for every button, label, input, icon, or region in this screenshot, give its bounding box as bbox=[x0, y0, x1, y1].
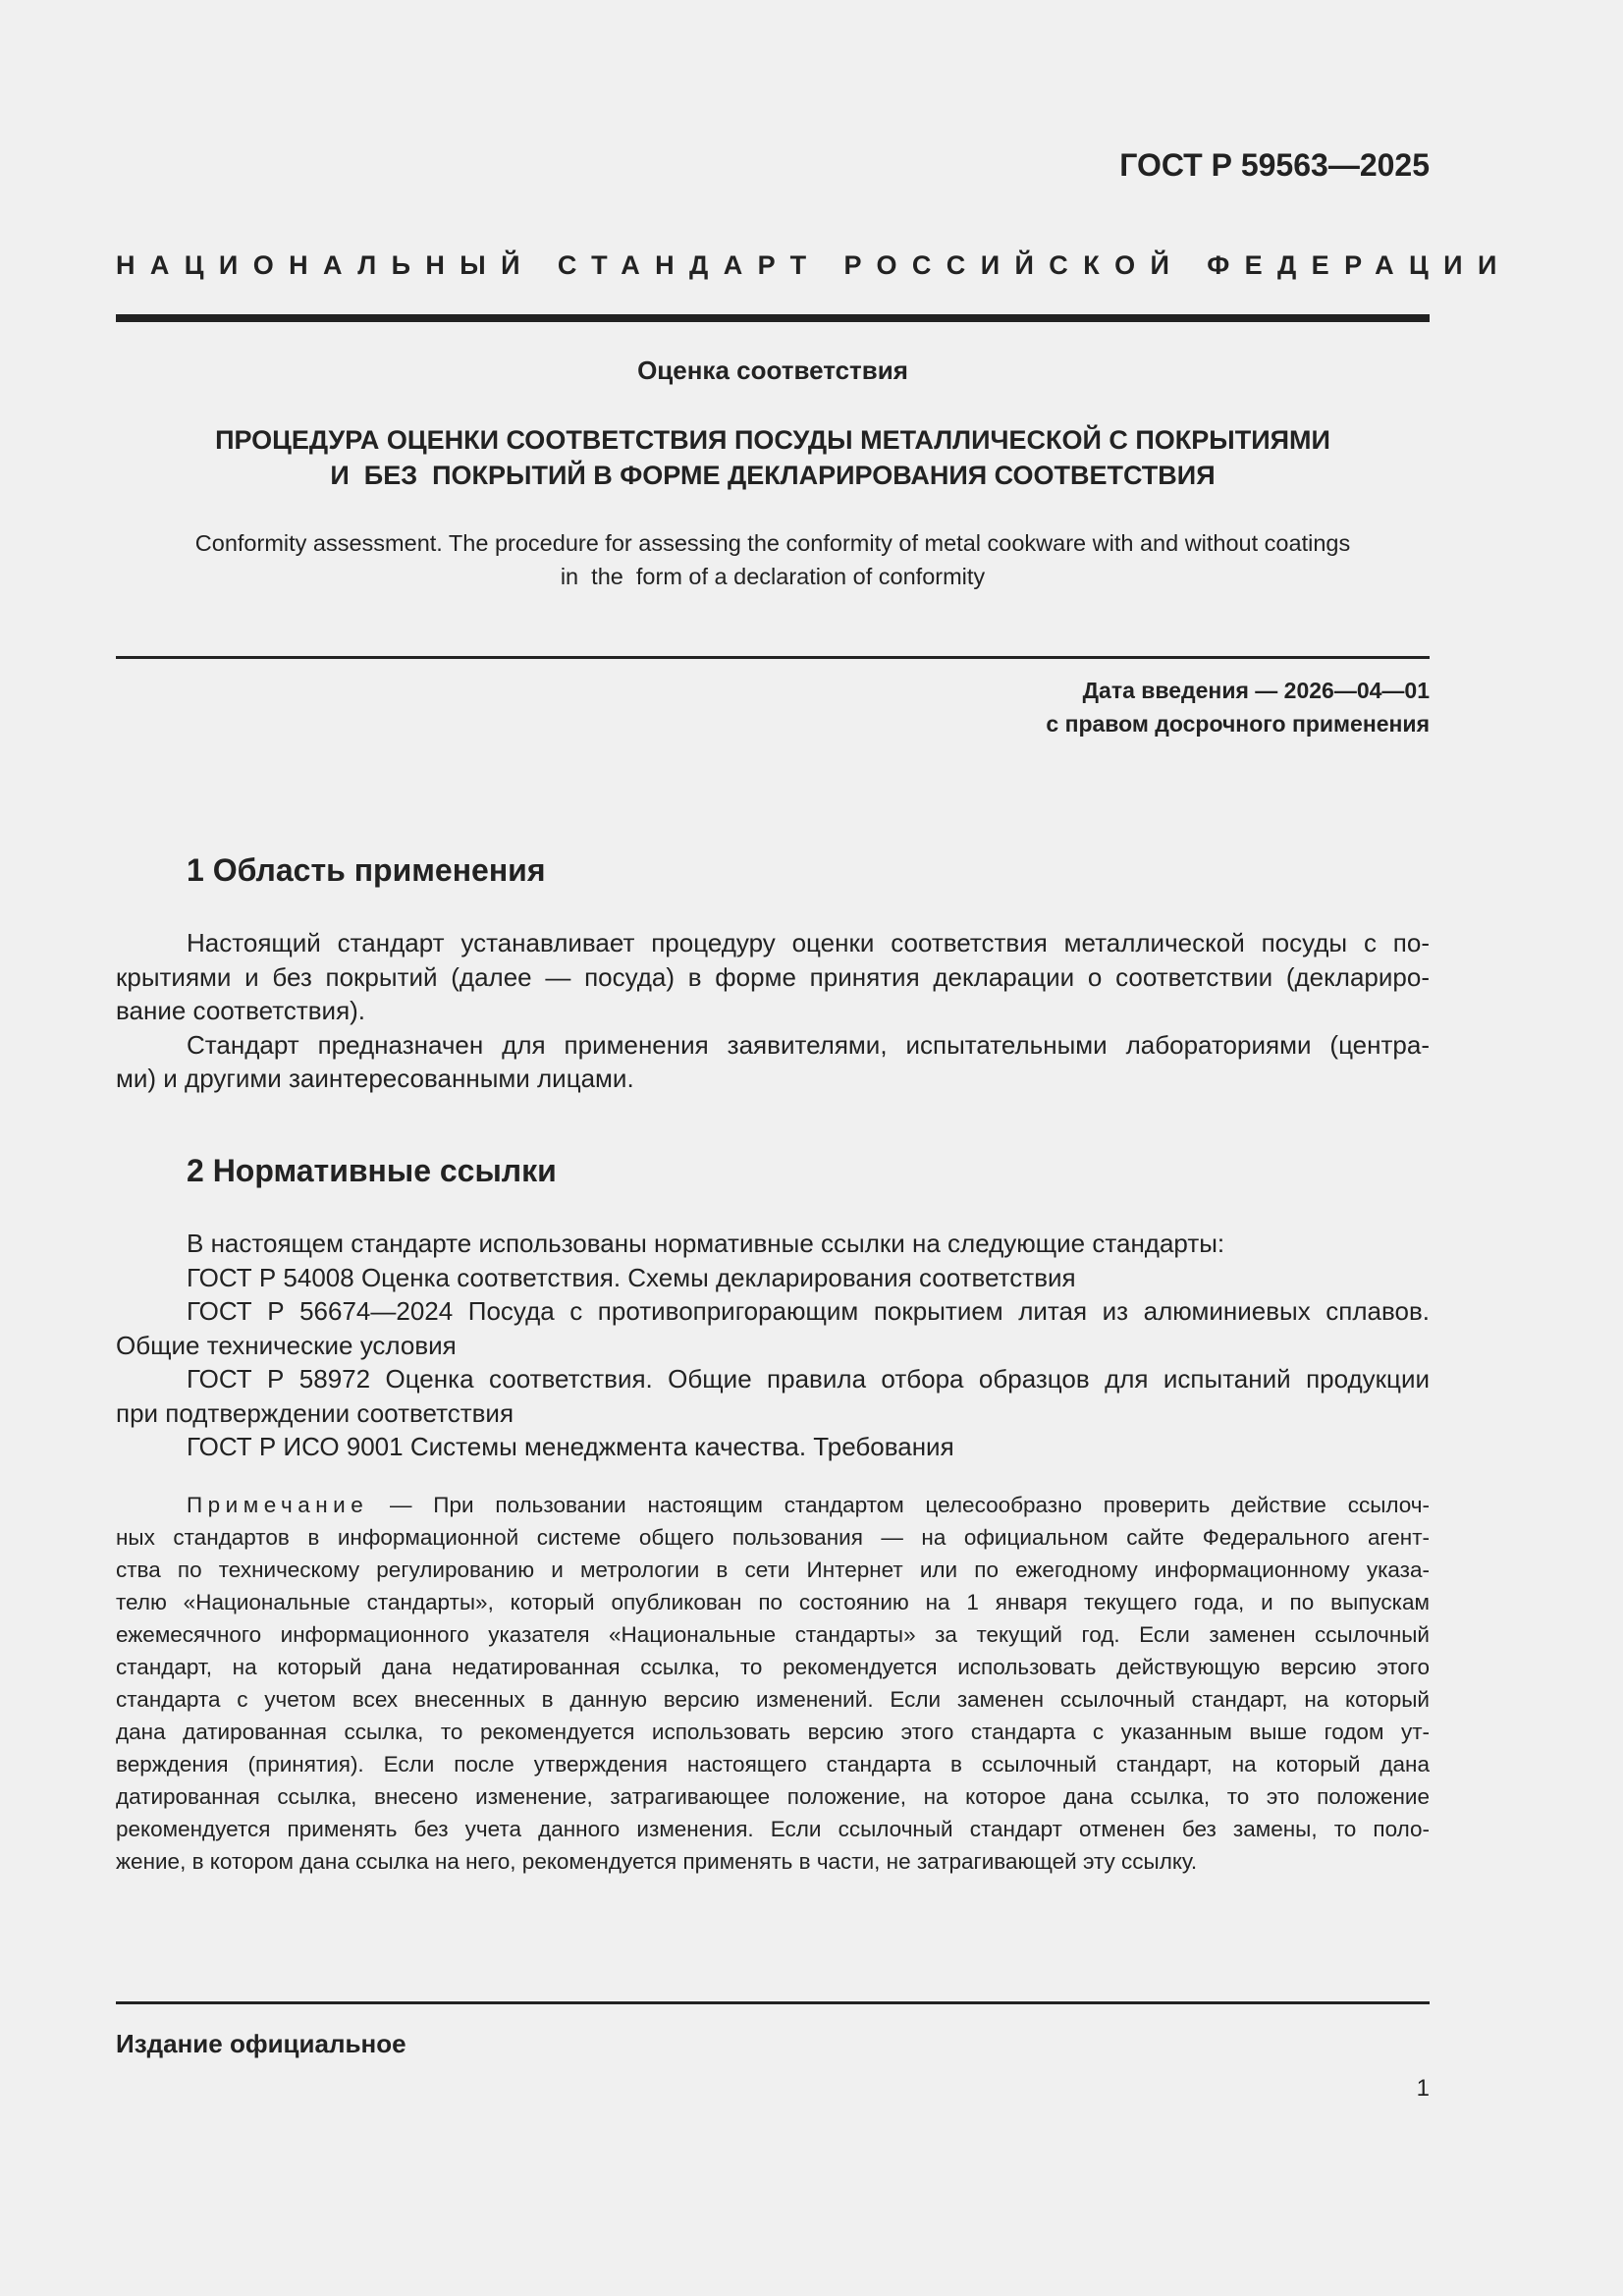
reference-line: ГОСТ Р 58972 Оценка соответствия. Общие правила отбора образцов для испытаний продукции bbox=[187, 1364, 1430, 1394]
reference-line: ГОСТ Р ИСО 9001 Системы менеджмента качества. Требования bbox=[187, 1432, 954, 1461]
introduction-dates bbox=[1046, 674, 1430, 740]
footer-divider bbox=[116, 2001, 1430, 2004]
note-line: стандарта с учетом всех внесенных в данную версию изменений. Если заменен ссылочный стандарт, на который bbox=[116, 1687, 1430, 1712]
title-russian-line: И БЕЗ ПОКРЫТИЙ В ФОРМЕ ДЕКЛАРИРОВАНИЯ СООТВЕТСТВИЯ bbox=[330, 461, 1216, 490]
note-line: дана датированная ссылка, то рекомендуется использовать версию этого стандарта с указанным выше годом ут- bbox=[116, 1720, 1430, 1744]
paragraph-line: вание соответствия). bbox=[116, 996, 366, 1025]
reference-line: ГОСТ Р 54008 Оценка соответствия. Схемы декларирования соответствия bbox=[187, 1262, 1076, 1292]
paragraph-line: Стандарт предназначен для применения заявителями, испытательными лабораториями (центра- bbox=[187, 1029, 1430, 1060]
note-line: датированная ссылка, внесено изменение, затрагивающее положение, на которое дана ссылка, то это положение bbox=[116, 1784, 1430, 1809]
note-line: жение, в котором дана ссылка на него, рекомендуется применять в части, не затрагивающей эту ссылку. bbox=[116, 1849, 1198, 1874]
official-edition-label: Издание официальное bbox=[116, 2029, 406, 2058]
title-divider bbox=[116, 656, 1430, 659]
title-russian-line: ПРОЦЕДУРА ОЦЕНКИ СООТВЕТСТВИЯ ПОСУДЫ МЕТАЛЛИЧЕСКОЙ С ПОКРЫТИЯМИ bbox=[215, 425, 1330, 455]
note-label: Примечание bbox=[187, 1493, 369, 1517]
note-line: ных стандартов в информационной системе общего пользования — на официальном сайте Федерального агент- bbox=[116, 1525, 1430, 1550]
paragraph-line: ми) и другими заинтересованными лицами. bbox=[116, 1064, 634, 1093]
title-english-line: in the form of a declaration of conformity bbox=[560, 564, 986, 589]
note-line: верждения (принятия). Если после утверждения настоящего стандарта в ссылочный стандарт, на который дана bbox=[116, 1752, 1430, 1777]
document-number: ГОСТ Р 59563—2025 bbox=[1119, 147, 1430, 183]
section-1-body bbox=[116, 926, 1430, 1096]
paragraph-line: В настоящем стандарте использованы нормативные ссылки на следующие стандарты: bbox=[187, 1229, 1225, 1258]
note-line: ства по техническому регулированию и метрологии в сети Интернет или по ежегодному информационному указа- bbox=[116, 1558, 1430, 1582]
title-english bbox=[116, 526, 1430, 593]
note-line: стандарт, на который дана недатированная ссылка, то рекомендуется использовать действующую версию этого bbox=[116, 1655, 1430, 1679]
section-1-heading: 1 Область применения bbox=[187, 852, 546, 888]
section-2-heading: 2 Нормативные ссылки bbox=[187, 1153, 557, 1188]
section-2-body bbox=[116, 1227, 1430, 1464]
note-line: ежемесячного информационного указателя «Национальные стандарты» за текущий год. Если заменен ссылочный bbox=[116, 1622, 1430, 1647]
page-number: 1 bbox=[1416, 2075, 1430, 2102]
note-text: — При пользовании настоящим стандартом целесообразно проверить действие ссылоч- bbox=[368, 1493, 1430, 1517]
note-line: телю «Национальные стандарты», который опубликован по состоянию на 1 января текущего года, и по выпускам bbox=[116, 1590, 1430, 1614]
paragraph-line: крытиями и без покрытий (далее — посуда) в форме принятия декларации о соответствии (деклариро- bbox=[116, 961, 1430, 992]
header-divider bbox=[116, 314, 1430, 322]
standard-category: Оценка соответствия bbox=[637, 355, 908, 385]
reference-line: ГОСТ Р 56674—2024 Посуда с противопригорающим покрытием литая из алюминиевых сплавов. bbox=[187, 1296, 1430, 1326]
title-english-line: Conformity assessment. The procedure for assessing the conformity of metal cookware with and without coatings bbox=[194, 530, 1351, 556]
title-russian bbox=[116, 422, 1430, 493]
paragraph-line: Настоящий стандарт устанавливает процедуру оценки соответствия металлической посуды с по- bbox=[187, 928, 1430, 957]
early-application-note: с правом досрочного применения bbox=[1046, 711, 1430, 737]
note-line: рекомендуется применять без учета данного изменения. Если ссылочный стандарт отменен без замены, то поло- bbox=[116, 1817, 1430, 1841]
reference-line: Общие технические условия bbox=[116, 1330, 457, 1360]
introduction-date: Дата введения — 2026—04—01 bbox=[1082, 678, 1430, 703]
note-block bbox=[116, 1489, 1430, 1878]
note-line bbox=[116, 1489, 1430, 1521]
national-standard-banner: НАЦИОНАЛЬНЫЙ СТАНДАРТ РОССИЙСКОЙ ФЕДЕРАЦИИ bbox=[116, 250, 1512, 280]
reference-line: при подтверждении соответствия bbox=[116, 1397, 514, 1428]
